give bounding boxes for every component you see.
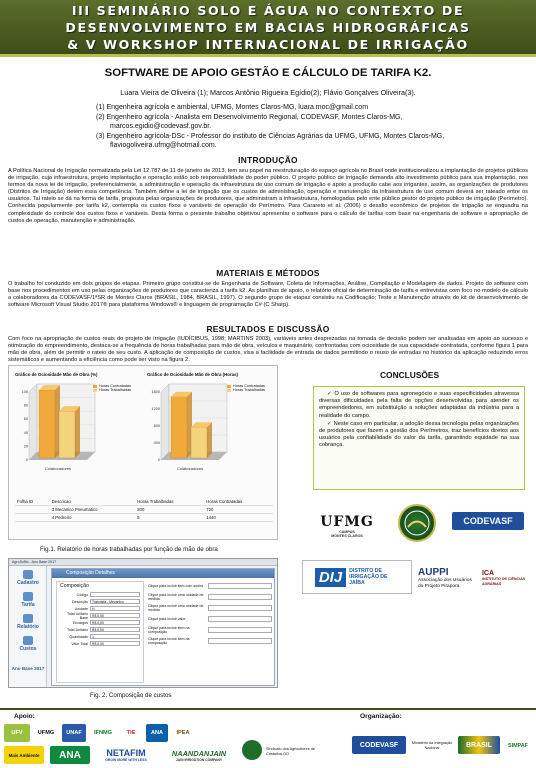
legend-label: Horas Contratadas	[233, 384, 265, 388]
figure-2-app-window	[8, 558, 278, 688]
field-input[interactable]: R$ 0,00	[90, 641, 140, 646]
footer	[0, 708, 536, 768]
option-select[interactable]	[208, 605, 272, 611]
affiliation-3-email: flaviogoliveira.ufmg@hotmail.com.	[110, 142, 217, 150]
legend-label: Horas Contratadas	[99, 384, 131, 388]
banner-line-1: III SEMINÁRIO SOLO E ÁGUA NO CONTEXTO DE	[71, 3, 465, 18]
option-select[interactable]	[208, 594, 272, 600]
option-select[interactable]	[208, 627, 272, 633]
conclusion-1: ✓ O uso de softwares para agronegócio e suas especificidades atravessa diversas dificuldades pela falta de opções desenvolvidas para atender os empreendedores, em substituição a soluções adaptadas da indústria para a realidade do campo.	[319, 391, 519, 419]
hours-table	[15, 498, 273, 522]
field-label: Total Unitário Base	[67, 611, 88, 620]
x-axis-label: Colaboradores	[44, 466, 72, 471]
field-input[interactable]: H	[90, 606, 140, 611]
bar-worked-hours	[191, 427, 207, 458]
nav-label: Relatório	[17, 624, 39, 630]
field-row	[60, 634, 140, 639]
y-tick-label: 40	[23, 430, 28, 435]
auppi-subtitle: Associação dos Usuários do Projeto Pirapora	[418, 577, 472, 589]
chart-idle-percent	[15, 372, 145, 482]
y-tick-label: 1200	[151, 407, 160, 411]
ministerio-logo: Ministério da Integração Nacional	[411, 741, 453, 750]
ica-wordmark: ICA	[482, 570, 495, 578]
chart-2-legend	[227, 384, 265, 392]
ufv-logo: UFV	[4, 724, 30, 742]
field-row	[60, 620, 140, 625]
chart-side-wall	[161, 384, 169, 460]
dij-name: DISTRITO DE IRRIGAÇÃO DE JAÍBA	[349, 568, 388, 586]
banner-line-2: DESENVOLVIMENTO EM BACIAS HIDROGRÁFICAS	[65, 20, 471, 35]
table-cell	[15, 506, 50, 514]
nav-relatorio[interactable]	[11, 614, 45, 630]
seal-icon	[402, 508, 432, 538]
y-tick-label: 0	[25, 458, 28, 462]
chart-idle-hours	[147, 372, 277, 482]
field-input[interactable]: R$ 0,00	[90, 620, 140, 625]
option-select[interactable]	[208, 638, 272, 644]
y-tick-label: 0	[157, 458, 160, 462]
authors: Luara Vieira de Oliveira (1); Marcos Antônio Rigueira Egídio(2); Flávio Gonçalves Oliveira(3).	[120, 88, 416, 97]
table-cell: 3 Mecanico Pneumatico	[50, 506, 135, 514]
sindicato-logo: Sindicato dos Agricultores de Cristalina-GO	[266, 747, 315, 756]
field-input[interactable]: 1	[90, 634, 140, 639]
affiliation-2-email: marcos.egidio@codevasf.gov.br.	[110, 123, 212, 131]
legend-label: Horas Trabalhadas	[233, 388, 266, 392]
ana-water-logo: ANA	[50, 746, 90, 764]
bar-side	[207, 422, 212, 458]
table-cell: 4 Pedreiro	[50, 514, 135, 522]
figure-1-report	[8, 365, 278, 540]
field-row	[60, 641, 140, 646]
brasil-logo: BRASIL	[458, 736, 500, 754]
apoio-label: Apoio:	[14, 713, 35, 720]
table-row[interactable]	[15, 514, 273, 522]
field-label: Quantidade	[69, 634, 88, 639]
table-cell: 1440	[204, 514, 273, 522]
table-header-row	[15, 498, 273, 506]
auppi-wordmark: AUPPI	[418, 566, 449, 578]
legend-label: Horas Trabalhadas	[99, 388, 132, 392]
ifnmg-logo: IFNMG	[93, 730, 113, 736]
field-label: Total Unitário	[67, 627, 88, 632]
option-label: Clique para incluir uma unidade de medida	[148, 604, 204, 612]
nav-label: Custos	[19, 646, 37, 652]
intro-heading: INTRODUÇÃO	[238, 155, 298, 165]
ufmg-small-logo: UFMG	[37, 730, 55, 736]
table-cell: 5	[135, 514, 204, 522]
methods-heading: MATERIAIS E MÉTODOS	[216, 268, 320, 278]
chart-1-legend	[93, 384, 131, 392]
option-row	[148, 581, 272, 591]
conclusion-2: ✓ Neste caso em particular, a adoção dessa tecnologia pelas organizações de produtores que fazem a gestão dos Perímetros, traz benefícios diretos aos usuários pela confiabilidade do valor da tarifa, garantindo equidade na sua cobrança.	[319, 420, 519, 449]
y-tick-label: 20	[23, 444, 28, 449]
bar-worked-hours	[59, 411, 75, 458]
naandanjain-wordmark: NAANDANJAIN	[171, 748, 227, 758]
nav-tarifa[interactable]	[11, 592, 45, 608]
legend-swatch	[93, 389, 97, 392]
nav-custos[interactable]	[11, 636, 45, 652]
chart-1-svg	[15, 380, 145, 480]
field-label: Unidade	[74, 606, 88, 611]
table-cell: 720	[204, 506, 273, 514]
field-row	[60, 627, 140, 632]
unaf-logo: UNAF	[62, 724, 86, 742]
conclusions-heading: CONCLUSÕES	[380, 370, 440, 380]
auppi-logo	[418, 558, 478, 598]
banner-line-3: & V WORKSHOP INTERNACIONAL DE IRRIGAÇÃO	[67, 37, 469, 52]
legend-swatch	[227, 389, 231, 392]
cadastro-icon	[23, 570, 33, 579]
figure-1-caption: Fig.1. Relatório de horas trabalhadas por função de mão de obra	[40, 546, 218, 553]
sindicato-seal	[242, 740, 262, 760]
affiliation-3: (3) Engenheiro agrícola-DSc - Professor do instituto de Ciências Agrárias da UFMG, UFMG, Montes Claros-MG,	[96, 132, 445, 140]
methods-text: O trabalho foi conduzido em dois grupos de etapas. Primeiro grupo constitui-se de Engenharia de Software, Coleta de Informações, Análise, Compilação e Modelagem de dados. Projeto do software com base nos procedimentos em uso pelas organizações de produtores que caracteriza a tarifa k2. As planilhas de apoio, o relatório oficial de determinação de tarifa e entrevistas com foco no modelo de cálculo a colaboradores da CODEVASF/1ªSR de Montes Claros (BRASIL, 1984, BRASIL, 1997). O segundo grupo de etapas consistiu na Codificação; Teste e Manutenção através do kit de desenvolvimento de software Microsoft Visual Studio 2017® para plataforma Windows® e linguagem de programação C# (C Sharp).	[8, 281, 528, 309]
mais-ambiente-logo: Mais Ambiente	[4, 746, 44, 764]
chart-1-title: Gráfico de Ociosidade Mão de Obra (%)	[15, 372, 98, 377]
option-row	[148, 614, 272, 624]
bar-contracted-hours	[39, 390, 55, 458]
report-icon	[23, 614, 33, 623]
legend-item	[93, 388, 131, 392]
ana-logo: ANA	[146, 724, 168, 742]
bar-contracted-hours	[171, 397, 187, 458]
conclusions-box	[313, 386, 525, 490]
netafim-logo	[96, 744, 156, 766]
field-row	[60, 592, 140, 597]
chart-2-title: Gráfico de Ociosidade Mão de Obra (Horas)	[147, 372, 239, 377]
y-tick-label: 800	[153, 424, 160, 428]
results-text: Com foco na apropriação de custos reais do projeto de irrigação (IUDÍCIBUS, 1998; MARTINS 2003), variáveis antes desprezadas na tomada de decisão podem ser analisadas em apoio ao sucesso e otimização do empreendimento, destaca-se a frequência de horas trabalhadas para mão de obra, veículos e maquinário, confrontadas com ociosidade de sua capacidade contratada, conforme figura 1 para mão de obra, além de permitir o rateio de seu custo. A aplicação de composição de custos, visa a facilidade de entrada de dados permitindo o reuso de entradas no histórico da aplicação reduzindo erros sistemáticos e aumentando a eficiência como pode ser visto na figura 2.	[8, 336, 528, 364]
naandanjain-logo	[162, 744, 236, 766]
option-select[interactable]	[208, 616, 272, 622]
affiliation-1: (1) Engenheira agrícola e ambiental, UFMG, Montes Claros-MG, luara.moc@gmail.com	[96, 104, 369, 111]
field-row	[60, 606, 140, 611]
nav-label: Cadastro	[17, 580, 39, 586]
field-label: Descrição	[72, 599, 88, 604]
field-input[interactable]: Tratorista - Mecanico	[90, 599, 140, 604]
option-row	[148, 592, 272, 602]
option-select[interactable]	[208, 583, 272, 589]
naandanjain-tagline: JAIN IRRIGATION COMPANY	[175, 757, 223, 762]
app-titlebar: AgroSoftic - Ano Base 2017	[9, 559, 277, 566]
field-row	[60, 599, 140, 604]
affiliation-2: (2) Engenheiro agrícola - Analista em Desenvolvimento Regional, CODEVASF, Montes Claros-MG,	[96, 113, 403, 121]
app-sidebar	[9, 566, 47, 687]
group-title: Composição	[60, 583, 89, 589]
figure-2-caption: Fig. 2. Composição de custos	[90, 692, 172, 699]
ica-logo	[482, 558, 528, 598]
option-row	[148, 625, 272, 635]
option-label: Clique para incluir uma unidade de medida	[148, 593, 204, 601]
x-axis-label: Colaboradores	[176, 466, 204, 471]
affiliations	[96, 103, 516, 151]
event-banner	[0, 0, 536, 57]
option-label: Clique para incluir item da composição	[148, 637, 190, 645]
table-header: Horas Trabalhadas	[135, 498, 204, 506]
chart-side-wall	[29, 384, 37, 460]
field-row	[60, 613, 140, 618]
table-header: Descricao	[50, 498, 135, 506]
field-label: Encargos	[72, 620, 88, 625]
ufmg-subtitle: CAMPUS MONTES CLAROS	[331, 530, 363, 538]
nav-cadastro[interactable]	[11, 570, 45, 586]
option-row	[148, 636, 272, 646]
intro-text: A Política Nacional de Irrigação normatizada pela Lei 12.787 de 11 de janeiro de 2013, tem seu papel na reestruturação do espaço agrícola no Brasil onde institucionalizou a implantação de projetos públicos de irrigação, cuja infraestrutura, projeto implantação e operação estão sob responsabilidade do poder público. O projeto público de irrigação demanda alto investimento público para sua implantação, nos termos da nova lei de irrigação, preferencialmente, a administração e operação da infraestrutura de uso comum de irrigação e apoio a produção cabe aos irrigantes, assim, as organizações de produtores (Distritos de Irrigação) detém essa competência. Também define a lei de irrigação que os custos de administração, operação e manutenção da infraestrutura de uso comum deverá ser rateado entre os usuários. Tal rateio se dá na forma de tarifa, proposta pelas organizações de produtores, que administram a infraestrutura, homologadas pelo ente público gestor do projeto público de irrigação (Perímetro). Conhecida popularmente por tarifa k2, contempla os custos fixos e variáveis de operação do Perímetro. Para Carareto et al. (2006) o desafio econômico de projetos de irrigação se enquadra na complexidade do controle dos custos fixos e variáveis. Desta forma o presente trabalho objetivou apresentar o software para o cálculo de tarifas com base na engenharia de software e apropriação de custos de operação, manutenção e administração.	[8, 168, 528, 224]
tie-logo: TIE	[126, 730, 136, 736]
y-tick-label: 80	[23, 403, 28, 408]
table-header: Folha ID	[15, 498, 50, 506]
composition-group	[56, 581, 144, 683]
legend-item	[227, 388, 265, 392]
irrigation-district-seal	[398, 504, 436, 542]
dij-wordmark: DIJ	[315, 568, 346, 587]
ipea-logo: IPEA	[176, 730, 190, 736]
dialog-title: Composição Detalhes	[52, 569, 274, 578]
codevasf-footer-logo: CODEVASF	[352, 736, 406, 754]
field-input[interactable]	[90, 592, 140, 597]
ufmg-wordmark: UFMG	[320, 514, 374, 530]
costs-icon	[23, 636, 33, 645]
table-cell	[15, 514, 50, 522]
option-row	[148, 603, 272, 613]
field-label: Valor Total	[71, 641, 88, 646]
composition-dialog	[51, 568, 275, 686]
ufmg-logo	[312, 506, 382, 546]
option-label: Clique para incluir item na composição	[148, 626, 190, 634]
dij-logo	[302, 560, 412, 594]
simpaf-logo: SIMPAF	[508, 743, 528, 749]
ica-subtitle: INSTITUTO DE CIÊNCIAS AGRÁRIAS	[482, 577, 526, 586]
y-tick-label: 60	[23, 417, 28, 422]
field-input[interactable]: R$ 0,00	[90, 627, 140, 632]
composition-options	[148, 581, 272, 647]
table-row[interactable]	[15, 506, 273, 514]
table-cell: 200	[135, 506, 204, 514]
tarifa-icon	[23, 592, 33, 601]
codevasf-logo: CODEVASF	[452, 512, 524, 530]
option-label: Clique para incluir item com sonho	[148, 584, 204, 588]
bar-side	[75, 406, 80, 458]
field-label: Código	[76, 592, 88, 597]
y-tick-label: 100	[21, 390, 28, 394]
year-label: Ano Base 2017	[11, 666, 45, 671]
netafim-wordmark: NETAFIM	[106, 748, 146, 758]
results-heading: RESULTADOS E DISCUSSÃO	[206, 324, 330, 334]
poster-title: SOFTWARE DE APOIO GESTÃO E CÁLCULO DE TARIFA K2.	[104, 67, 432, 79]
table-header: Horas Contratadas	[204, 498, 273, 506]
field-input[interactable]: R$ 0,00	[90, 613, 140, 618]
netafim-tagline: GROW MORE WITH LESS	[105, 758, 147, 762]
option-label: Clique para incluir valor	[148, 617, 186, 621]
y-tick-label: 400	[153, 441, 160, 445]
organizacao-label: Organização:	[360, 713, 402, 720]
y-tick-label: 1600	[151, 390, 160, 394]
nav-label: Tarifa	[21, 602, 35, 608]
chart-2-svg	[147, 380, 277, 480]
